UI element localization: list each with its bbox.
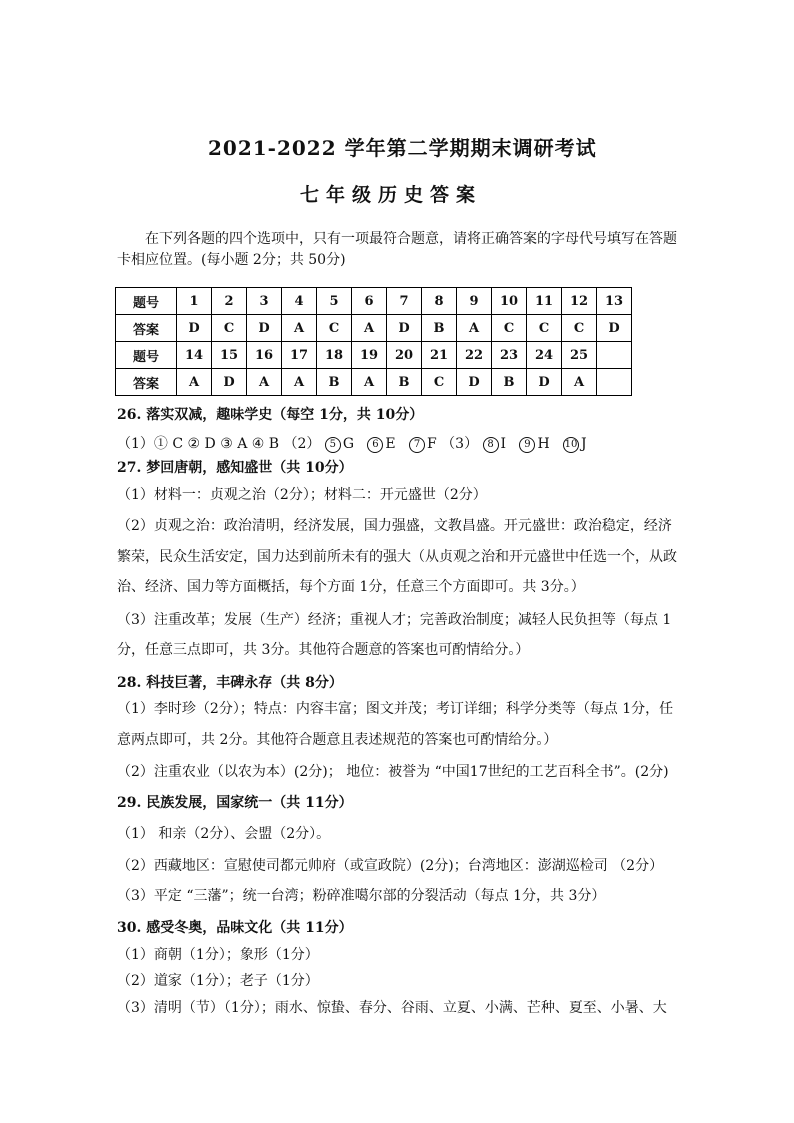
table-row xyxy=(116,288,632,315)
table-cell: 12 xyxy=(562,288,597,315)
table-cell: B xyxy=(317,369,352,396)
table-cell: A xyxy=(562,369,597,396)
table-cell: D xyxy=(527,369,562,396)
table-cell: 14 xyxy=(177,342,212,369)
table-cell: 19 xyxy=(352,342,387,369)
q30-line: （3）清明（节）（1分）；雨水、惊蛰、春分、谷雨、立夏、小满、芒种、夏至、小暑、大 xyxy=(117,1000,667,1016)
table-cell: C xyxy=(317,315,352,342)
table-cell: A xyxy=(177,369,212,396)
q28-line: 意两点即可，共 2分。其他符合题意且表述规范的答案也可酌情给分。） xyxy=(117,732,558,748)
table-cell: 6 xyxy=(352,288,387,315)
q27-heading: 27. 梦回唐朝，感知盛世（共 10分） xyxy=(117,460,353,476)
table-cell: 13 xyxy=(597,288,632,315)
table-cell: D xyxy=(212,369,247,396)
page-title: 2021-2022 学年第二学期期末调研考试 xyxy=(208,136,597,160)
table-cell: 25 xyxy=(562,342,597,369)
table-cell: A xyxy=(457,315,492,342)
table-row xyxy=(116,369,632,396)
q26-answer: F xyxy=(427,436,437,452)
table-cell: A xyxy=(282,369,317,396)
q26-part1: （1）① C ② D ③ A ④ B （2） xyxy=(117,436,321,452)
circled-number: 7 xyxy=(409,437,425,453)
table-cell: C xyxy=(212,315,247,342)
q27-line: （3）注重改革；发展（生产）经济；重视人才；完善政治制度；减轻人民负担等（每点 1 xyxy=(117,612,672,628)
table-cell: D xyxy=(177,315,212,342)
table-cell: 4 xyxy=(282,288,317,315)
q26-heading: 26. 落实双减，趣味学史（每空 1分，共 10分） xyxy=(117,407,424,423)
q30-line: （2）道家（1分）；老子（1分） xyxy=(117,973,319,989)
intro-line-2: 卡相应位置。(每小题 2分；共 50分) xyxy=(117,252,346,268)
table-cell: 21 xyxy=(422,342,457,369)
q26-part3: （3） xyxy=(441,436,479,452)
table-row xyxy=(116,315,632,342)
table-cell: C xyxy=(422,369,457,396)
table-cell: D xyxy=(387,315,422,342)
table-cell: D xyxy=(597,315,632,342)
table-cell: A xyxy=(352,369,387,396)
row-header: 答案 xyxy=(116,315,177,342)
q26-answer: I xyxy=(500,436,507,452)
row-header: 题号 xyxy=(116,342,177,369)
table-cell: C xyxy=(492,315,527,342)
table-row xyxy=(116,342,632,369)
intro-line-1: 在下列各题的四个选项中，只有一项最符合题意，请将正确答案的字母代号填写在答题 xyxy=(145,231,677,247)
table-cell xyxy=(597,369,632,396)
table-cell xyxy=(597,342,632,369)
q29-line: （2）西藏地区：宣慰使司都元帅府（或宣政院）(2分)；台湾地区：澎湖巡检司 （2分） xyxy=(117,858,664,874)
table-cell: 1 xyxy=(177,288,212,315)
table-cell: 20 xyxy=(387,342,422,369)
q28-line: （2）注重农业（以农为本）(2分)； 地位：被誉为 “中国17世纪的工艺百科全书”。(2分) xyxy=(117,764,669,780)
table-cell: 11 xyxy=(527,288,562,315)
table-cell: C xyxy=(527,315,562,342)
q26-answers xyxy=(117,434,587,454)
table-cell: 5 xyxy=(317,288,352,315)
answer-table xyxy=(115,287,632,396)
table-cell: B xyxy=(492,369,527,396)
q27-line: （2）贞观之治：政治清明，经济发展，国力强盛，文教昌盛。开元盛世：政治稳定，经济 xyxy=(117,518,672,534)
q26-answer: H xyxy=(537,436,550,452)
table-cell: B xyxy=(387,369,422,396)
circled-number: 10 xyxy=(563,437,579,453)
table-cell: 7 xyxy=(387,288,422,315)
q30-heading: 30. 感受冬奥，品味文化（共 11分） xyxy=(117,920,353,936)
q26-answer: J xyxy=(581,436,587,452)
table-cell: 22 xyxy=(457,342,492,369)
table-cell: 3 xyxy=(247,288,282,315)
row-header: 题号 xyxy=(116,288,177,315)
row-header: 答案 xyxy=(116,369,177,396)
table-cell: A xyxy=(247,369,282,396)
table-cell: 2 xyxy=(212,288,247,315)
table-cell: A xyxy=(282,315,317,342)
q27-line: 繁荣，民众生活安定，国力达到前所未有的强大（从贞观之治和开元盛世中任选一个，从政 xyxy=(117,549,677,565)
q29-heading: 29. 民族发展，国家统一（共 11分） xyxy=(117,795,353,811)
q27-line: （1）材料一：贞观之治（2分）；材料二：开元盛世（2分） xyxy=(117,487,487,503)
table-cell: 16 xyxy=(247,342,282,369)
circled-number: 6 xyxy=(367,437,383,453)
q29-line: （1） 和亲（2分）、会盟（2分）。 xyxy=(117,826,331,842)
page-subtitle: 七年级历史答案 xyxy=(300,184,483,206)
circled-number: 8 xyxy=(483,437,499,453)
table-cell: 23 xyxy=(492,342,527,369)
table-cell: D xyxy=(247,315,282,342)
table-cell: 10 xyxy=(492,288,527,315)
q28-line: （1）李时珍（2分）；特点：内容丰富；图文并茂；考订详细；科学分类等（每点 1分，任 xyxy=(117,701,674,717)
q26-answer: G xyxy=(342,436,355,452)
q27-line: 分，任意三点即可，共 3分。其他符合题意的答案也可酌情给分。） xyxy=(117,642,530,658)
q27-line: 治、经济、国力等方面概括，每个方面 1分，任意三个方面即可。共 3分。） xyxy=(117,579,585,595)
q29-line: （3）平定 “三藩”；统一台湾；粉碎准噶尔部的分裂活动（每点 1分，共 3分） xyxy=(117,888,606,904)
table-cell: C xyxy=(562,315,597,342)
circled-number: 9 xyxy=(519,437,535,453)
table-cell: 15 xyxy=(212,342,247,369)
table-cell: 24 xyxy=(527,342,562,369)
circled-number: 5 xyxy=(325,437,341,453)
q26-answer: E xyxy=(385,436,396,452)
q30-line: （1）商朝（1分）；象形（1分） xyxy=(117,947,319,963)
table-cell: 8 xyxy=(422,288,457,315)
table-cell: D xyxy=(457,369,492,396)
table-cell: 9 xyxy=(457,288,492,315)
table-cell: 17 xyxy=(282,342,317,369)
q28-heading: 28. 科技巨著，丰碑永存（共 8分） xyxy=(117,675,343,691)
table-cell: 18 xyxy=(317,342,352,369)
table-cell: B xyxy=(422,315,457,342)
table-cell: A xyxy=(352,315,387,342)
